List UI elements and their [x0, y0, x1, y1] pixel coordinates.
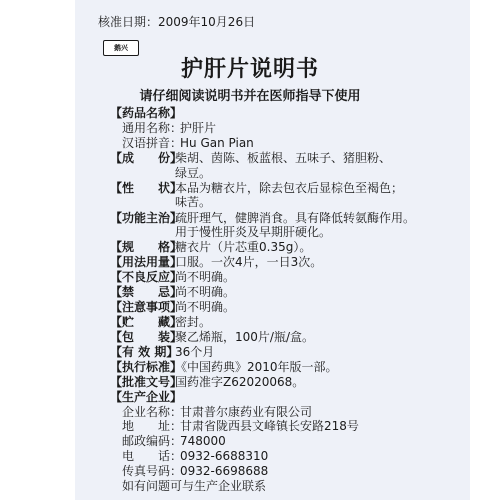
field-value: 尚不明确。 — [175, 270, 236, 285]
field-value: 护肝片 — [180, 120, 217, 135]
field-label: 【不良反应】 — [110, 270, 183, 285]
field-value: 本品为糖衣片，除去包衣后显棕色至褐色； — [175, 180, 404, 195]
field-value: 0932-6688310 — [180, 449, 269, 464]
field-value: 《中国药典》2010年版一部。 — [175, 359, 338, 374]
field-label: 地 址： — [122, 419, 183, 434]
field-value: 糖衣片（片芯重0.35g）。 — [175, 240, 312, 255]
field-label: 企业名称： — [122, 404, 183, 419]
field-label: 【执行标准】 — [110, 359, 183, 374]
field-value: 密封。 — [175, 314, 212, 329]
field-label: 【禁 忌】 — [110, 285, 183, 300]
field-value: Hu Gan Pian — [180, 135, 254, 150]
section-label: 【生产企业】 — [110, 389, 183, 404]
field-label: 【注意事项】 — [110, 300, 183, 314]
leaflet-title: 护肝片说明书 — [180, 57, 319, 82]
field-value: 甘肃省陇西县文峰镇长安路218号 — [180, 419, 359, 434]
field-value: 用于慢性肝炎及早期肝硬化。 — [175, 225, 332, 240]
field-label: 【功能主治】 — [110, 210, 183, 225]
field-value: 口服。一次4片，一日3次。 — [175, 255, 323, 270]
field-value: 甘肃普尔康药业有限公司 — [180, 404, 313, 419]
field-label: 电 话： — [122, 449, 183, 464]
field-label: 【性 状】 — [110, 180, 183, 195]
field-value: 36个月 — [175, 344, 215, 359]
field-label: 传真号码： — [122, 464, 183, 479]
field-label: 【贮 藏】 — [110, 314, 183, 329]
field-label: 汉语拼音： — [122, 135, 183, 150]
leaflet-subtitle: 请仔细阅读说明书并在医师指导下使用 — [139, 89, 361, 104]
field-label: 【包 装】 — [110, 329, 183, 344]
field-value: 748000 — [180, 434, 226, 449]
field-label: 【有 效 期】 — [110, 344, 179, 359]
field-value: 0932-6698688 — [180, 464, 269, 479]
field-value: 绿豆。 — [175, 165, 212, 180]
field-value: 柴胡、茵陈、板蓝根、五味子、猪胆粉、 — [175, 150, 392, 165]
field-value: 疏肝理气，健脾消食。具有降低转氨酶作用。 — [175, 210, 416, 225]
field-label: 【批准文号】 — [110, 374, 183, 389]
field-value: 国药准字Z62020068。 — [175, 374, 305, 389]
approval-date: 核准日期：2009年10月26日 — [98, 15, 256, 29]
field-label: 【成 份】 — [110, 150, 183, 165]
field-label: 通用名称： — [122, 120, 183, 135]
company-logo: 鹅兴 — [103, 40, 139, 56]
field-label: 【用法用量】 — [110, 255, 183, 270]
section-label: 【药品名称】 — [110, 106, 183, 120]
field-value: 尚不明确。 — [175, 285, 236, 300]
field-label: 【规 格】 — [110, 240, 183, 255]
footer-text: 如有问题可与生产企业联系 — [122, 479, 267, 494]
field-value: 味苦。 — [175, 195, 212, 210]
field-label: 邮政编码： — [122, 434, 183, 449]
field-value: 尚不明确。 — [175, 300, 236, 314]
field-value: 聚乙烯瓶，100片/瓶/盒。 — [175, 329, 314, 344]
